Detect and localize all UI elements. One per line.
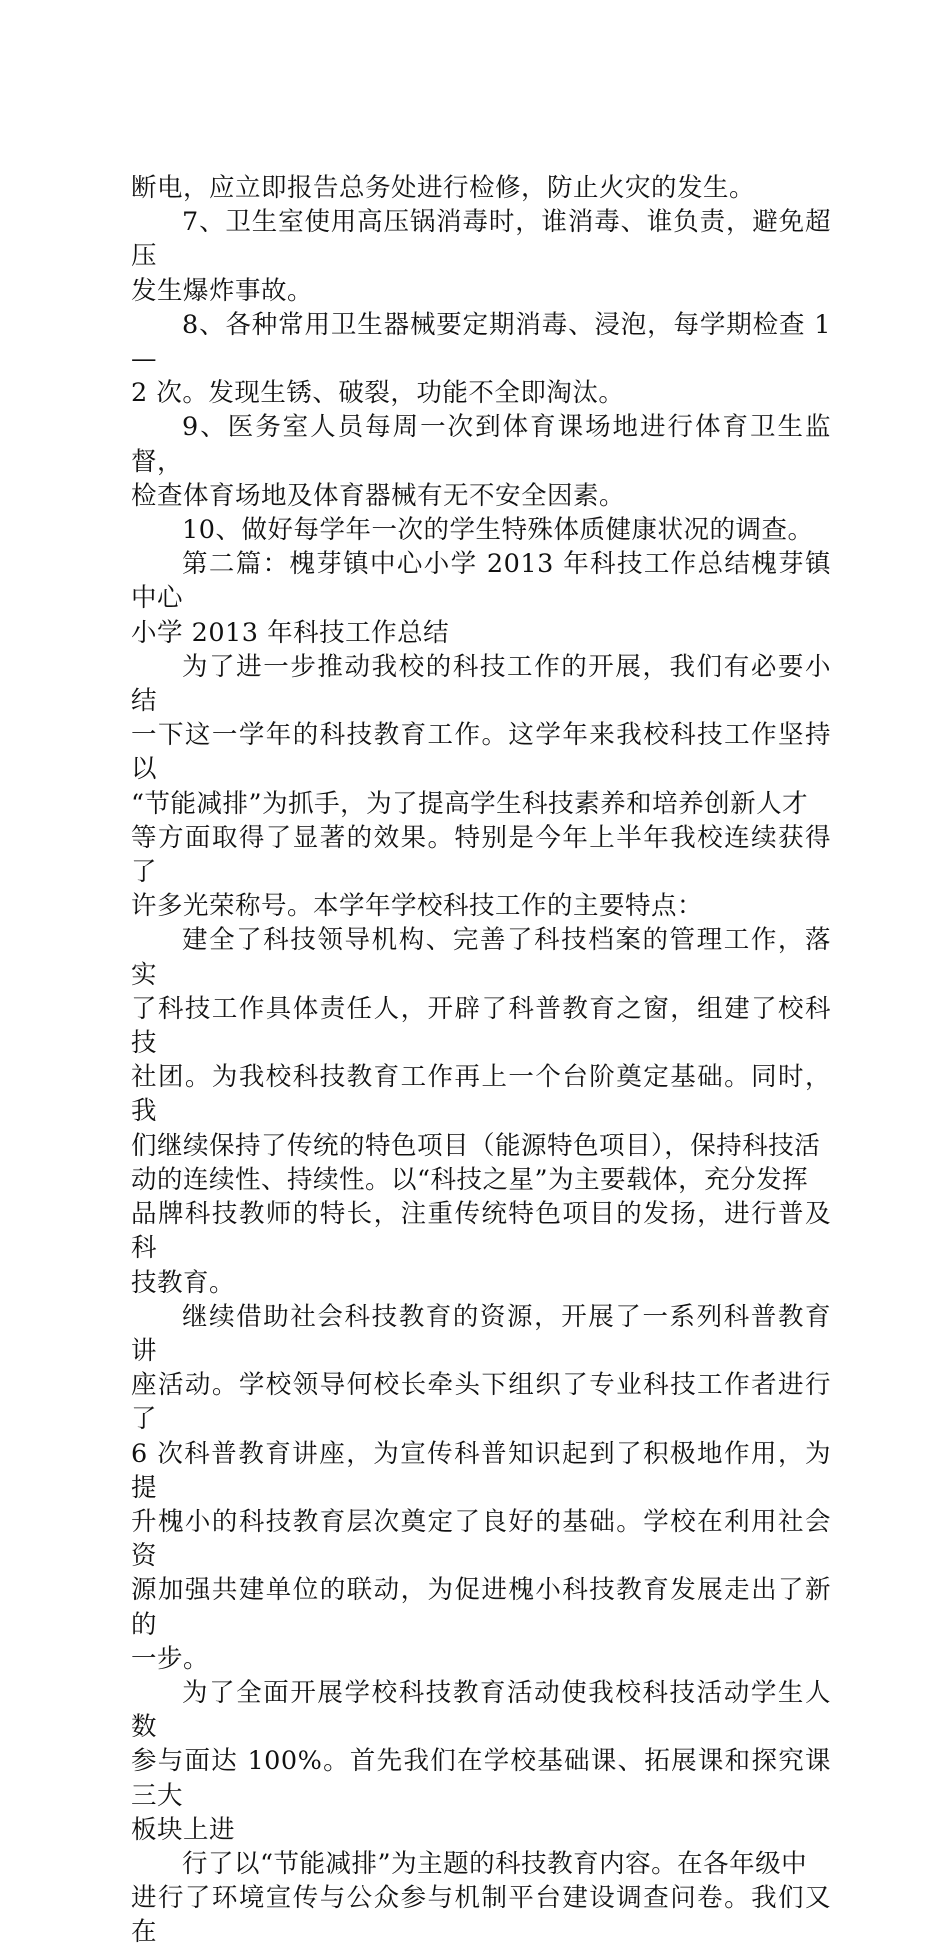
paragraph-4: 9、医务室人员每周一次到体育课场地进行体育卫生监督， 检查体育场地及体育器械有无不安全因素。 [131, 412, 831, 511]
paragraph-5: 10、做好每学年一次的学生特殊体质健康状况的调查。 [182, 515, 814, 546]
paragraph-3: 8、各种常用卫生器械要定期消毒、浸泡，每学期检查 1— 2 次。发现生锈、破裂，功能不全即淘汰。 [131, 309, 831, 409]
paragraph-7: 为了进一步推动我校的科技工作的开展，我们有必要小结 一下这一学年的科技教育工作。这学年来我校科技工作坚持以 “节能减排”为抓手，为了提高学生科技素养和培养创新人才 等方面取得了显著的效果。特别是今年上半年我校连续获得了 许多光荣称号。本学年学校科技工作的主要特点： [131, 651, 831, 922]
section-heading: 第二篇：槐芽镇中心小学 2013 年科技工作总结槐芽镇中心 小学 2013 年科技工作总结 [131, 549, 831, 648]
document-body [131, 171, 831, 1950]
paragraph-2: 7、卫生室使用高压锅消毒时，谁消毒、谁负责，避免超压 发生爆炸事故。 [131, 207, 831, 306]
paragraph-9: 继续借助社会科技教育的资源，开展了一系列科普教育讲 座活动。学校领导何校长牵头下组织了专业科技工作者进行了 6 次科普教育讲座，为宣传科普知识起到了积极地作用，为提 升槐小的科技教育层次奠定了良好的基础。学校在利用社会资 源加强共建单位的联动，为促进槐小科技教育发展走出了新的 一步。 [131, 1301, 831, 1674]
paragraph-8: 建全了科技领导机构、完善了科技档案的管理工作，落实 了科技工作具体责任人，开辟了科普教育之窗，组建了校科技 社团。为我校科技教育工作再上一个台阶奠定基础。同时，我 们继续保持了传统的特色项目（能源特色项目），保持科技活 动的连续性、持续性。以“科技之星”为主要载体，充分发挥 品牌科技教师的特长，注重传统特色项目的发扬，进行普及科 技教育。 [131, 925, 831, 1298]
paragraph-11: 行了以“节能减排”为主题的科技教育内容。在各年级中 进行了环境宣传与公众参与机制平台建设调查问卷。我们又在 [131, 1848, 831, 1948]
paragraph-1: 断电，应立即报告总务处进行检修，防止火灾的发生。 [131, 173, 756, 203]
paragraph-10: 为了全面开展学校科技教育活动使我校科技活动学生人数 参与面达 100%。首先我们在学校基础课、拓展课和探究课三大 板块上进 [131, 1677, 831, 1845]
